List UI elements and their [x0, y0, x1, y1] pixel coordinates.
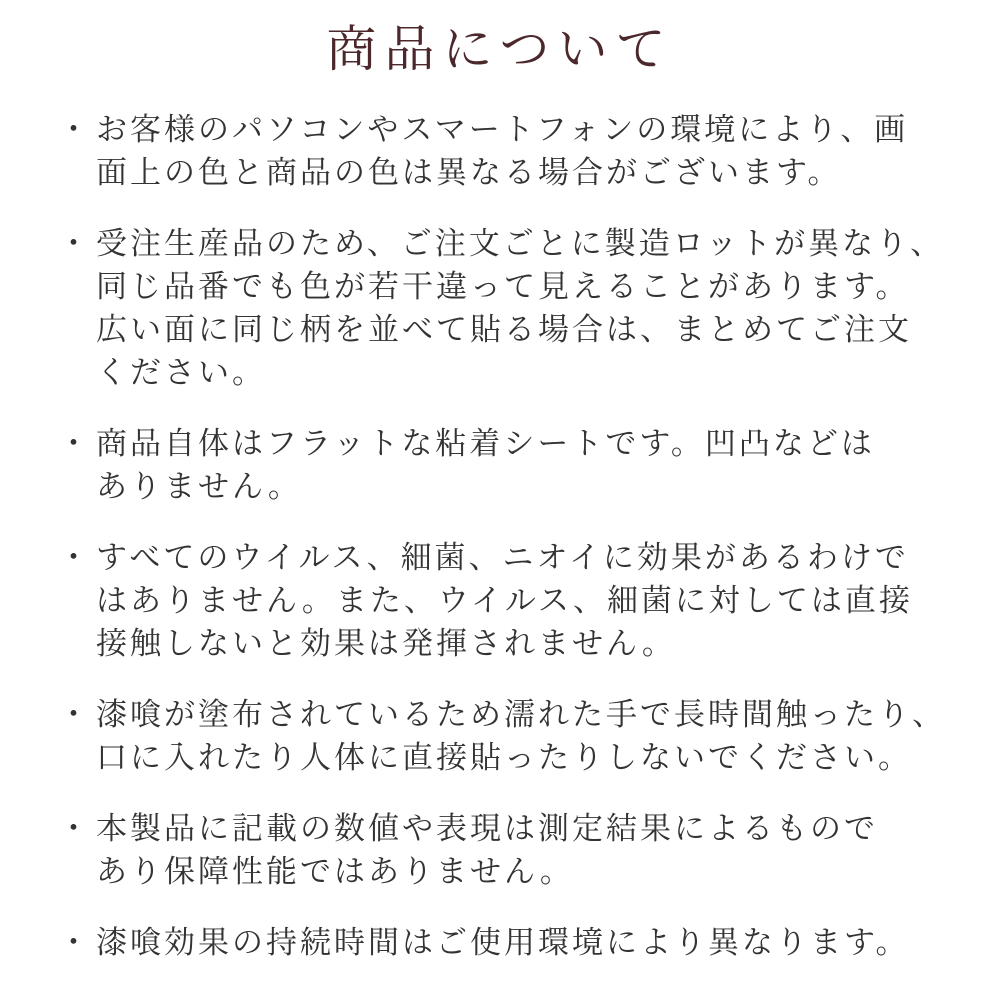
- list-item: [58, 536, 970, 665]
- note-line: あり保障性能ではありません。: [96, 854, 574, 889]
- note-line: 広い面に同じ柄を並べて貼る場合は、まとめてご注文: [96, 312, 912, 347]
- note-line: 本製品に記載の数値や表現は測定結果によるもので: [96, 811, 878, 846]
- list-item: [58, 222, 970, 394]
- bullet-marker: ・: [58, 426, 92, 461]
- bullet-marker: ・: [58, 697, 92, 732]
- bullet-marker: ・: [58, 540, 92, 575]
- bullet-marker: ・: [58, 112, 92, 147]
- note-line: 接触しないと効果は発揮されません。: [96, 626, 676, 661]
- bullet-marker: ・: [58, 925, 92, 960]
- note-text: [96, 921, 970, 964]
- page-title: 商品について: [326, 21, 674, 77]
- note-line: 商品自体はフラットな粘着シートです。凹凸などは: [96, 426, 875, 461]
- note-line: 漆喰効果の持続時間はご使用環境により異なります。: [96, 925, 910, 960]
- note-line: ください。: [96, 355, 266, 390]
- note-text: [96, 536, 970, 665]
- note-line: 受注生産品のため、ご注文ごとに製造ロットが異なり、: [96, 226, 945, 261]
- note-text: [96, 693, 970, 779]
- note-text: [96, 422, 970, 508]
- note-line: 漆喰が塗布されているため濡れた手で長時間触ったり、: [96, 697, 946, 732]
- note-text: [96, 807, 970, 893]
- note-line: お客様のパソコンやスマートフォンの環境により、画: [96, 112, 909, 147]
- note-line: 口に入れたり人体に直接貼ったりしないでください。: [96, 740, 912, 775]
- note-text: [96, 108, 970, 194]
- note-line: すべてのウイルス、細菌、ニオイに効果があるわけで: [96, 540, 909, 575]
- note-line: はありません。また、ウイルス、細菌に対しては直接: [96, 583, 913, 618]
- note-line: 同じ品番でも色が若干違って見えることがあります。: [96, 269, 910, 304]
- list-item: [58, 921, 970, 964]
- list-item: [58, 108, 970, 194]
- list-item: [58, 693, 970, 779]
- bullet-marker: ・: [58, 811, 92, 846]
- list-item: [58, 807, 970, 893]
- bullet-marker: ・: [58, 226, 92, 261]
- note-line: ありません。: [96, 469, 302, 504]
- notes-list: [0, 108, 1000, 964]
- note-text: [96, 222, 970, 394]
- note-line: 面上の色と商品の色は異なる場合がございます。: [96, 155, 842, 190]
- list-item: [58, 422, 970, 508]
